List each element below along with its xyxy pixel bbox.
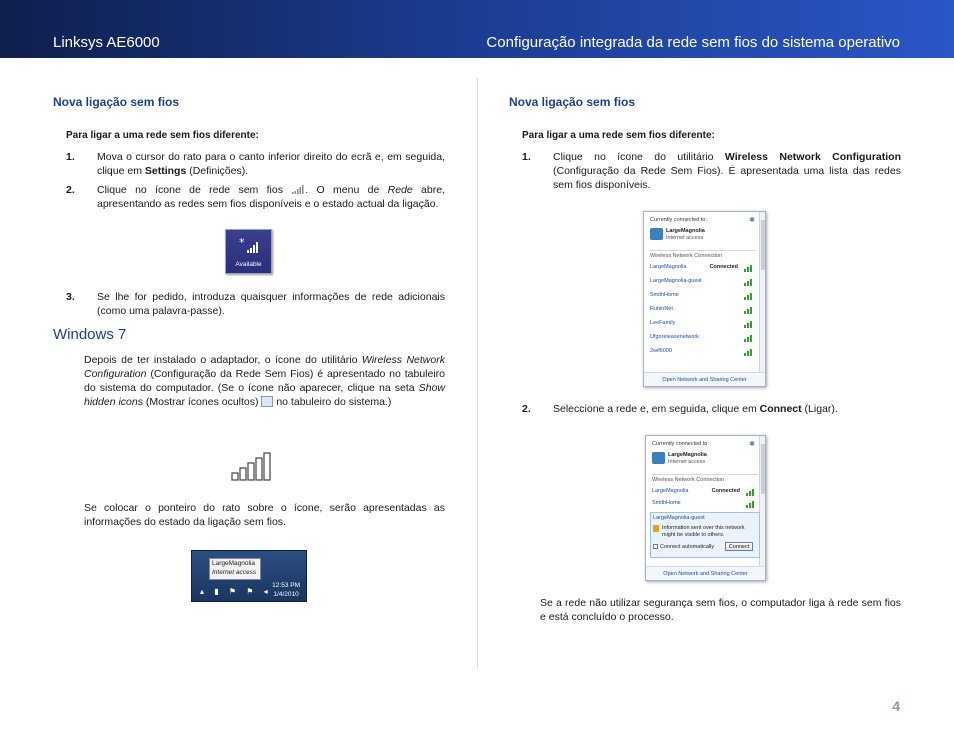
step-number: 1.: [66, 151, 75, 163]
signal-bars-icon: [744, 334, 754, 342]
windows7-heading: Windows 7: [53, 326, 127, 343]
connect-panel: [645, 435, 766, 581]
tray-icons[interactable]: ▴ ▮ ⚑ ⚑ ◂: [200, 587, 272, 596]
current-network: LargeMagnolia: [666, 228, 705, 234]
network-available-tile: [225, 229, 272, 274]
section-label: Wireless Network Connection: [652, 474, 758, 483]
currently-connected-label: Currently connected to:: [650, 217, 707, 223]
currently-connected-label: Currently connected to:: [652, 441, 709, 447]
chapter-title: Configuração integrada da rede sem fios do sistema operativo: [486, 34, 900, 51]
page-header: [0, 0, 954, 58]
step-number: 3.: [66, 291, 75, 303]
signal-bars-icon: [746, 500, 756, 508]
signal-bars-icon: [744, 292, 754, 300]
section-heading: Nova ligação sem fios: [509, 95, 636, 109]
step-text: Clique no ícone do utilitário Wireless Network Configuration (Configuração da Rede Sem Fios). É apresentada uma lista das redes sem fios disponíveis.: [553, 151, 901, 191]
wireless-signal-icon: [231, 451, 271, 481]
selected-network-name: LargeMagnolia-guest: [653, 515, 705, 521]
current-access: Internet access: [668, 459, 706, 465]
settings-term: Settings: [144, 165, 187, 177]
refresh-icon[interactable]: ✱: [749, 441, 755, 448]
network-list-panel: [643, 211, 766, 387]
procedure-lead: Para ligar a uma rede sem fios diferente:: [66, 130, 259, 141]
tooltip-status: Internet access: [212, 569, 257, 576]
page-number: 4: [892, 698, 900, 714]
network-row[interactable]: 2wif6000: [650, 348, 756, 358]
hover-paragraph: Se colocar o ponteiro do rato sobre o ícone, serão apresentadas as informações do estado da ligação sem fios.: [84, 502, 445, 528]
section-label: Wireless Network Connection: [650, 250, 756, 259]
step-text: Seleccione a rede e, em seguida, clique em Connect (Ligar).: [553, 403, 838, 415]
network-sharing-center-link[interactable]: Open Network and Sharing Center: [644, 372, 765, 386]
signal-bars-icon: [744, 264, 754, 272]
step-3: [66, 290, 445, 318]
step-number: 1.: [522, 151, 531, 163]
step-2: [66, 183, 445, 211]
network-row[interactable]: LeeFamily: [650, 320, 756, 330]
step-text: Se lhe for pedido, introduza quaisquer informações de rede adicionais (como uma palavra-passe).: [97, 291, 445, 317]
current-access: Internet access: [666, 235, 704, 241]
signal-bars-icon: [744, 320, 754, 328]
wireless-signal-icon: [292, 185, 304, 194]
windows7-paragraph: Depois de ter instalado o adaptador, o ícone do utilitário Wireless Network Configuration (Configuração da Rede Sem Fios) é apresentado no tabuleiro do sistema do computador. (Se o ícone não aparecer, clique na seta Show hidden icons (Mostrar ícones ocultos) no tabuleiro do sistema.): [84, 354, 445, 408]
current-network: LargeMagnolia: [668, 452, 707, 458]
network-sharing-center-link[interactable]: Open Network and Sharing Center: [646, 566, 765, 580]
tooltip-network: LargeMagnolia: [212, 560, 256, 567]
final-paragraph: Se a rede não utilizar segurança sem fios, o computador liga à rede sem fios e está concluído o processo.: [540, 597, 901, 623]
network-row[interactable]: SmithHome: [652, 500, 758, 510]
signal-bars-icon: [746, 488, 756, 496]
step-number: 2.: [522, 403, 531, 415]
wireless-signal-icon: [239, 237, 261, 255]
signal-bars-icon: [744, 348, 754, 356]
column-divider: [477, 78, 478, 668]
step-2: [522, 402, 901, 416]
network-row[interactable]: Ufgoreleasenetwork: [650, 334, 756, 344]
network-row[interactable]: LargeMagnolia Connected: [650, 264, 756, 274]
network-row[interactable]: LargeMagnolia Connected: [652, 488, 758, 498]
connect-automatically-checkbox[interactable]: Connect automatically: [653, 544, 714, 550]
tile-label: Available: [235, 261, 262, 268]
security-warning: Information sent over this network might be visible to others.: [662, 525, 745, 538]
step-1: [66, 150, 445, 178]
network-globe-icon: [652, 452, 665, 464]
show-hidden-icons-icon: [261, 396, 273, 407]
selected-network-expanded[interactable]: [650, 512, 760, 558]
network-row[interactable]: RuhinNet: [650, 306, 756, 316]
refresh-icon[interactable]: ✱: [749, 217, 755, 224]
step-text: Mova o cursor do rato para o canto inferior direito do ecrã e, em seguida, clique em Settings (Definições).: [97, 151, 445, 177]
system-tray-taskbar: [191, 550, 307, 602]
product-name: Linksys AE6000: [53, 34, 160, 51]
step-text: Clique no ícone de rede sem fios . O menu de Rede abre, apresentando as redes sem fios disponíveis e o estado actual da ligação.: [97, 184, 445, 210]
section-heading: Nova ligação sem fios: [53, 95, 180, 109]
step-1: [522, 150, 901, 192]
svg-text:*: *: [239, 237, 245, 249]
signal-bars-icon: [744, 278, 754, 286]
signal-bars-icon: [744, 306, 754, 314]
procedure-lead: Para ligar a uma rede sem fios diferente:: [522, 130, 715, 141]
tray-clock: 12:53 PM 1/4/2010: [272, 582, 300, 598]
step-number: 2.: [66, 184, 75, 196]
network-row[interactable]: SmithHome: [650, 292, 756, 302]
connect-button[interactable]: Connect: [725, 542, 753, 551]
connection-tooltip: [209, 558, 261, 580]
network-globe-icon: [650, 228, 663, 240]
network-row[interactable]: LargeMagnolia-guest: [650, 278, 756, 288]
